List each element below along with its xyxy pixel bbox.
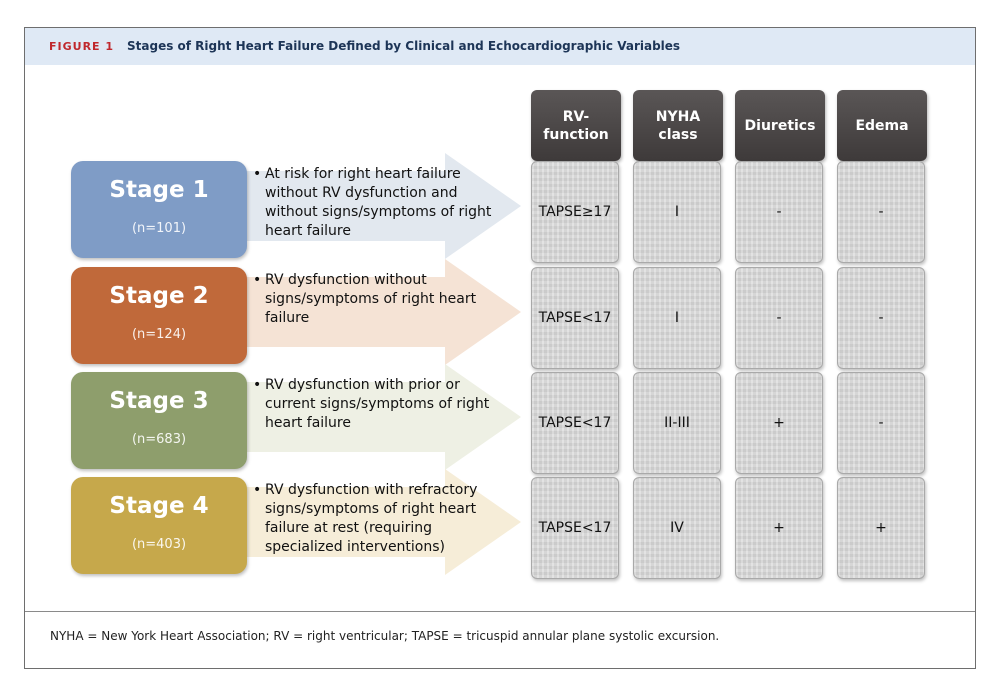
column-header: RV- function [531, 90, 621, 161]
stage-name: Stage 2 [109, 283, 209, 309]
table-cell: - [837, 267, 925, 369]
stage-count: (n=101) [131, 221, 187, 236]
stage-description-text: At risk for right heart failure without RV dysfunction and without signs/symptoms of right heart failure [265, 166, 492, 239]
table-cell: TAPSE<17 [531, 267, 619, 369]
stage-count: (n=124) [131, 327, 187, 342]
column-header: Edema [837, 90, 927, 161]
table-cell: II-III [633, 372, 721, 474]
table-cell: - [837, 372, 925, 474]
figure-frame [24, 27, 976, 669]
footnote-divider [25, 611, 975, 612]
stage-box [71, 477, 247, 574]
stage-name: Stage 3 [109, 388, 209, 414]
table-cell: + [837, 477, 925, 579]
stage-description-text: RV dysfunction with prior or current signs/symptoms of right heart failure [265, 377, 490, 431]
stage-box [71, 372, 247, 469]
column-header: Diuretics [735, 90, 825, 161]
figure-title: Stages of Right Heart Failure Defined by Clinical and Echocardiographic Variables [127, 39, 681, 53]
bullet-icon: • [253, 377, 262, 393]
table-cell: - [735, 161, 823, 263]
stage-name: Stage 4 [109, 493, 209, 519]
stage-description [253, 165, 493, 241]
bullet-icon: • [253, 272, 262, 288]
table-cell: TAPSE≥17 [531, 161, 619, 263]
stage-box [71, 267, 247, 364]
table-cell: TAPSE<17 [531, 372, 619, 474]
table-cell: - [837, 161, 925, 263]
table-cell: I [633, 161, 721, 263]
bullet-icon: • [253, 482, 262, 498]
table-cell: TAPSE<17 [531, 477, 619, 579]
column-header: NYHA class [633, 90, 723, 161]
table-cell: IV [633, 477, 721, 579]
stage-name: Stage 1 [109, 177, 209, 203]
stage-arrow [245, 364, 525, 470]
stage-description [253, 481, 493, 557]
stage-arrow [245, 153, 525, 259]
table-cell: I [633, 267, 721, 369]
figure-header [25, 28, 975, 65]
table-cell: - [735, 267, 823, 369]
stage-arrow [245, 259, 525, 365]
stage-count: (n=403) [131, 537, 187, 552]
table-cell: + [735, 372, 823, 474]
stage-description-text: RV dysfunction with refractory signs/symptoms of right heart failure at rest (requiring specialized interventions) [265, 482, 478, 555]
stage-description [253, 376, 493, 433]
stage-count: (n=683) [131, 432, 187, 447]
footnote: NYHA = New York Heart Association; RV = right ventricular; TAPSE = tricuspid annular plane systolic excursion. [50, 629, 720, 643]
stage-description [253, 271, 493, 328]
stage-arrow [245, 469, 525, 575]
stage-description-text: RV dysfunction without signs/symptoms of right heart failure [265, 272, 477, 326]
figure-label: FIGURE 1 [49, 40, 115, 53]
table-cell: + [735, 477, 823, 579]
stage-box [71, 161, 247, 258]
bullet-icon: • [253, 166, 262, 182]
